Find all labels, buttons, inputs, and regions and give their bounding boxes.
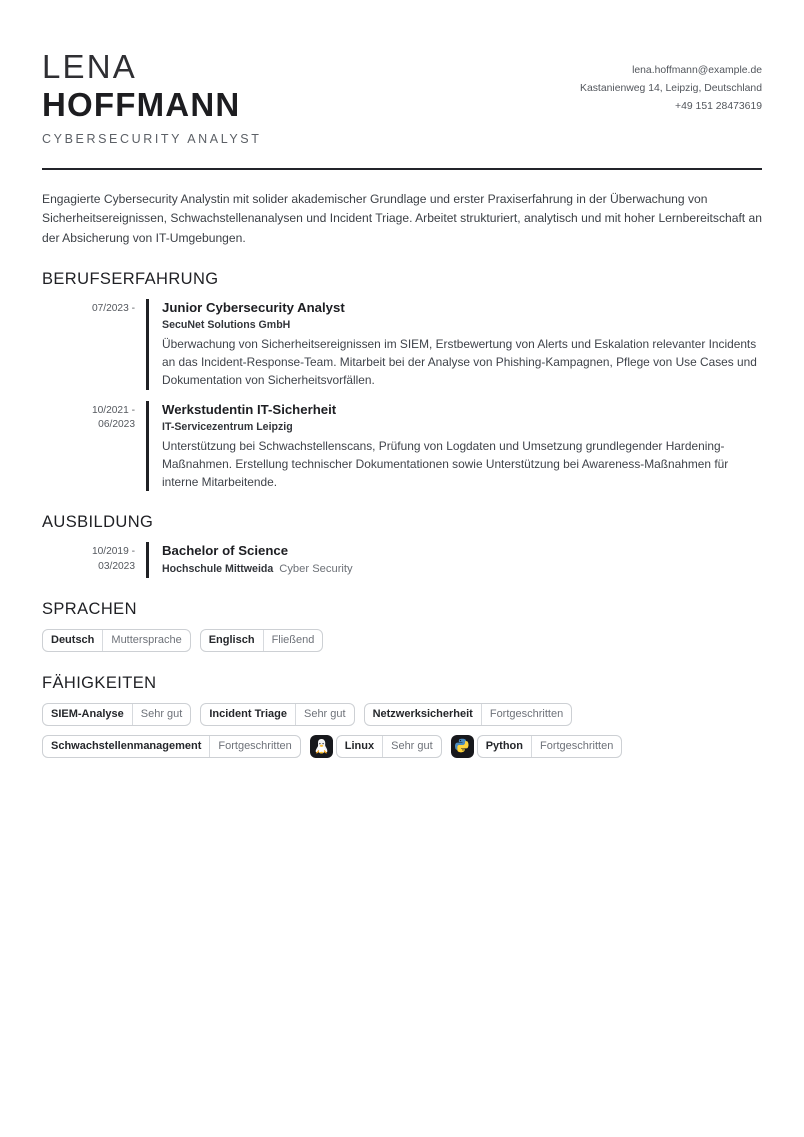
language-pill bbox=[42, 629, 191, 652]
contact-block bbox=[580, 46, 762, 116]
skill-pill-with-icon bbox=[451, 735, 623, 758]
entry-description: Unterstützung bei Schwachstellenscans, Prüfung von Logdaten und Umsetzung grundlegender Hardening-Maßnahmen. Erstellung technischer Dokumentationen sowie Unterstützung bei Awareness-Maßnahmen für interne Mitarbeitende. bbox=[162, 438, 729, 489]
entry-date-start: 10/2019 - bbox=[91, 545, 135, 557]
experience-entry bbox=[42, 299, 762, 389]
skill-name: Python bbox=[485, 740, 523, 753]
skill-name: SIEM-Analyse bbox=[51, 708, 124, 721]
entry-date-start: 07/2023 - bbox=[91, 303, 135, 315]
entry-date-end: 06/2023 bbox=[98, 419, 135, 431]
skill-pill-with-icon bbox=[310, 735, 442, 758]
entry-role: Werkstudentin IT-Sicherheit bbox=[162, 401, 337, 417]
language-name: Deutsch bbox=[51, 634, 95, 647]
entry-dates bbox=[42, 299, 146, 389]
entry-role: Junior Cybersecurity Analyst bbox=[162, 300, 345, 316]
last-name: HOFFMANN bbox=[42, 86, 241, 124]
skill-pill bbox=[200, 703, 354, 726]
section-experience bbox=[42, 270, 762, 491]
entry-organization: SecuNet Solutions GmbH bbox=[162, 319, 291, 332]
skill-name: Linux bbox=[344, 740, 375, 753]
skill-name: Netzwerksicherheit bbox=[372, 708, 473, 721]
contact-address: Kastanienweg 14, Leipzig, Deutschland bbox=[580, 82, 762, 94]
skill-pill bbox=[336, 735, 442, 758]
entry-dates bbox=[42, 542, 146, 578]
profile-summary: Engagierte Cybersecurity Analystin mit solider akademischer Grundlage und erster Praxiserfahrung in der Überwachung von Sicherheitsereignissen, Schwachstellenanalysen und Incident Triage. Arbeitet strukturiert, analytisch und mit hoher Lernbereitschaft an der Absicherung von IT-Umgebungen. bbox=[42, 191, 762, 245]
skill-name: Incident Triage bbox=[209, 708, 287, 721]
entry-body bbox=[149, 299, 762, 389]
header-divider bbox=[42, 168, 762, 170]
language-pill bbox=[200, 629, 324, 652]
section-skills bbox=[42, 674, 762, 758]
skill-pill bbox=[477, 735, 623, 758]
entry-field-of-study: Cyber Security bbox=[279, 562, 353, 575]
section-title-experience: BERUFSERFAHRUNG bbox=[42, 270, 219, 289]
entry-dates bbox=[42, 401, 146, 491]
section-title-languages: SPRACHEN bbox=[42, 599, 137, 618]
section-title-skills: FÄHIGKEITEN bbox=[42, 673, 157, 692]
contact-phone: +49 151 28473619 bbox=[675, 100, 762, 112]
entry-body bbox=[149, 401, 762, 491]
skill-pill bbox=[364, 703, 573, 726]
contact-email: lena.hoffmann@example.de bbox=[632, 65, 762, 76]
section-education bbox=[42, 513, 762, 578]
language-pill-row bbox=[42, 629, 762, 652]
skill-pill-row bbox=[42, 703, 762, 726]
entry-description: Überwachung von Sicherheitsereignissen im SIEM, Erstbewertung von Alerts und Eskalation relevanter Incidents an das Incident-Response-Team. Mitarbeit bei der Analyse von Phishing-Kampagnen, Pflege von Use Cases und Dokumentation von Sicherheitsvorfällen. bbox=[162, 337, 757, 388]
skill-level: Sehr gut bbox=[295, 704, 354, 725]
skill-name: Schwachstellenmanagement bbox=[51, 740, 202, 753]
experience-entry bbox=[42, 401, 762, 491]
language-level: Fließend bbox=[263, 630, 323, 651]
entry-date-start: 10/2021 - bbox=[91, 404, 135, 416]
python-logo-icon bbox=[451, 735, 474, 758]
skill-pill-row bbox=[42, 735, 762, 758]
identity-block bbox=[42, 46, 261, 146]
entry-date-end: 03/2023 bbox=[98, 560, 135, 572]
entry-body bbox=[149, 542, 762, 578]
resume-header bbox=[42, 46, 762, 146]
section-title-education: AUSBILDUNG bbox=[42, 512, 154, 531]
section-languages bbox=[42, 600, 762, 652]
entry-organization: IT-Servicezentrum Leipzig bbox=[162, 420, 293, 433]
language-name: Englisch bbox=[208, 634, 255, 647]
entry-institution: Hochschule Mittweida bbox=[162, 562, 274, 575]
entry-degree: Bachelor of Science bbox=[162, 542, 289, 558]
skill-level: Sehr gut bbox=[132, 704, 191, 725]
entry-institution-line bbox=[162, 562, 762, 578]
skill-level: Fortgeschritten bbox=[481, 704, 571, 725]
skill-level: Sehr gut bbox=[382, 736, 441, 757]
skill-pill bbox=[42, 735, 301, 758]
job-title: CYBERSECURITY ANALYST bbox=[42, 131, 262, 146]
linux-tux-icon bbox=[310, 735, 333, 758]
skill-level: Fortgeschritten bbox=[209, 736, 299, 757]
education-entry bbox=[42, 542, 762, 578]
language-level: Muttersprache bbox=[102, 630, 189, 651]
skill-pill bbox=[42, 703, 191, 726]
first-name: LENA bbox=[42, 48, 138, 85]
skill-level: Fortgeschritten bbox=[531, 736, 621, 757]
